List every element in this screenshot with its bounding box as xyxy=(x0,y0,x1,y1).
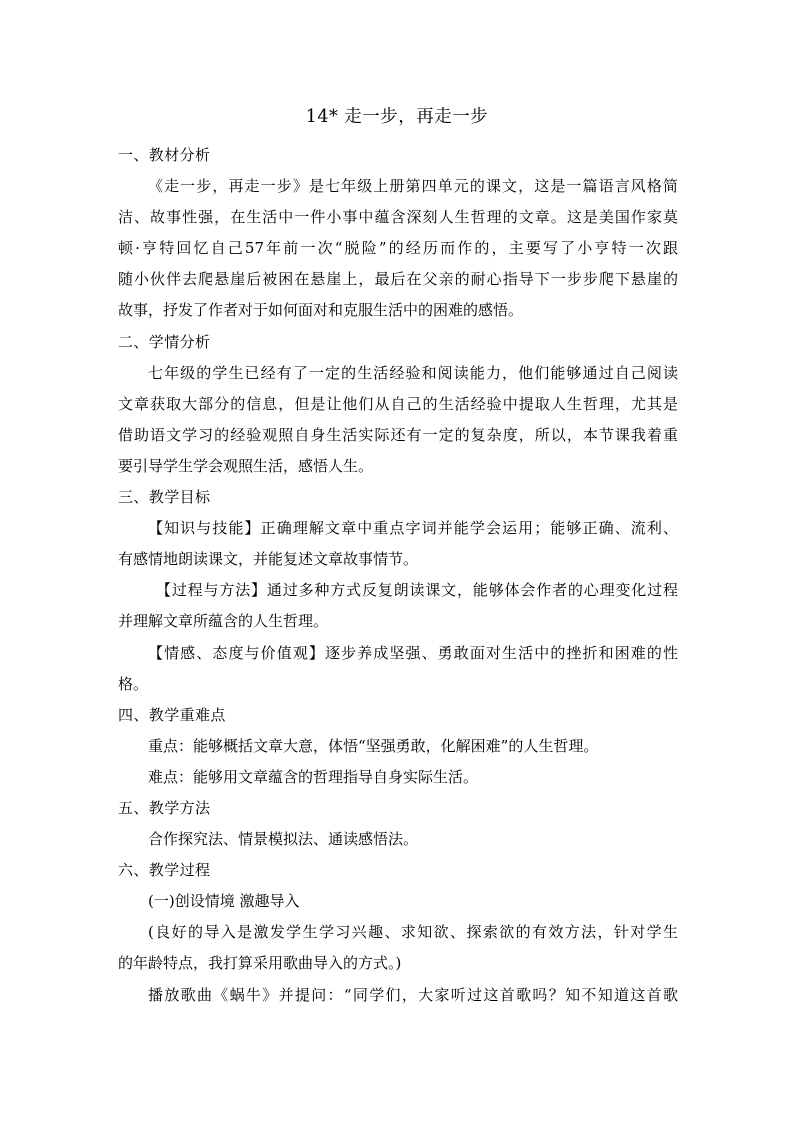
section-heading-key-points: 四、教学重难点 xyxy=(118,705,226,724)
paragraph-line: (良好的导入是激发学生学习兴趣、求知欲、探索欲的有效方法，针对学生 xyxy=(148,923,678,942)
paragraph-line: 【过程与方法】通过多种方式反复朗读课文，能够体会作者的心理变化过程 xyxy=(156,581,678,600)
paragraph-line: 合作探究法、情景模拟法、通读感悟法。 xyxy=(148,830,419,849)
section-heading-teaching-material: 一、教材分析 xyxy=(118,146,211,164)
section-heading-teaching-goals: 三、教学目标 xyxy=(118,488,211,507)
paragraph-line: 的年龄特点，我打算采用歌曲导入的方式。) xyxy=(118,954,402,973)
paragraph-line: 借助语文学习的经验观照自身生活实际还有一定的复杂度，所以，本节课我着重 xyxy=(118,425,678,444)
section-heading-student-analysis: 二、学情分析 xyxy=(118,332,211,351)
paragraph-line: 洁、故事性强，在生活中一件小事中蕴含深刻人生哲理的文章。这是美国作家莫 xyxy=(118,208,678,227)
document-body xyxy=(118,140,678,1011)
paragraph-line: 故事，抒发了作者对于如何面对和克服生活中的困难的感悟。 xyxy=(118,301,524,320)
paragraph-line: 并理解文章所蕴含的人生哲理。 xyxy=(118,612,329,631)
paragraph-line: 《走一步，再走一步》是七年级上册第四单元的课文，这是一篇语言风格简 xyxy=(148,177,678,196)
paragraph-line: 文章获取大部分的信息，但是让他们从自己的生活经验中提取人生哲理，尤其是 xyxy=(118,394,678,413)
section-heading-teaching-process: 六、教学过程 xyxy=(118,861,211,880)
paragraph-line: 要引导学生学会观照生活，感悟人生。 xyxy=(118,456,374,475)
paragraph-line: 顿·亨特回忆自己57年前一次“脱险”的经历而作的，主要写了小亨特一次跟 xyxy=(118,239,678,258)
paragraph-line: 重点：能够概括文章大意，体悟“坚强勇敢，化解困难”的人生哲理。 xyxy=(148,736,599,755)
section-heading-teaching-methods: 五、教学方法 xyxy=(118,798,211,817)
paragraph-line: 七年级的学生已经有了一定的生活经验和阅读能力，他们能够通过自己阅读 xyxy=(148,363,678,382)
paragraph-line: 随小伙伴去爬悬崖后被困在悬崖上，最后在父亲的耐心指导下一步步爬下悬崖的 xyxy=(118,270,678,289)
document-title: 14* 走一步，再走一步 xyxy=(305,107,489,127)
paragraph-line: 格。 xyxy=(118,674,149,693)
paragraph-line: 【知识与技能】正确理解文章中重点字词并能学会运用；能够正确、流利、 xyxy=(148,519,678,538)
paragraph-line: 【情感、态度与价值观】逐步养成坚强、勇敢面对生活中的挫折和困难的性 xyxy=(148,643,678,662)
paragraph-line: 难点：能够用文章蕴含的哲理指导自身实际生活。 xyxy=(148,767,479,786)
paragraph-line: 有感情地朗读课文，并能复述文章故事情节。 xyxy=(118,550,419,569)
subsection-heading: (一)创设情境 激趣导入 xyxy=(148,892,300,911)
paragraph-line: 播放歌曲《蜗牛》并提问：“同学们，大家听过这首歌吗？知不知道这首歌 xyxy=(148,985,678,1004)
